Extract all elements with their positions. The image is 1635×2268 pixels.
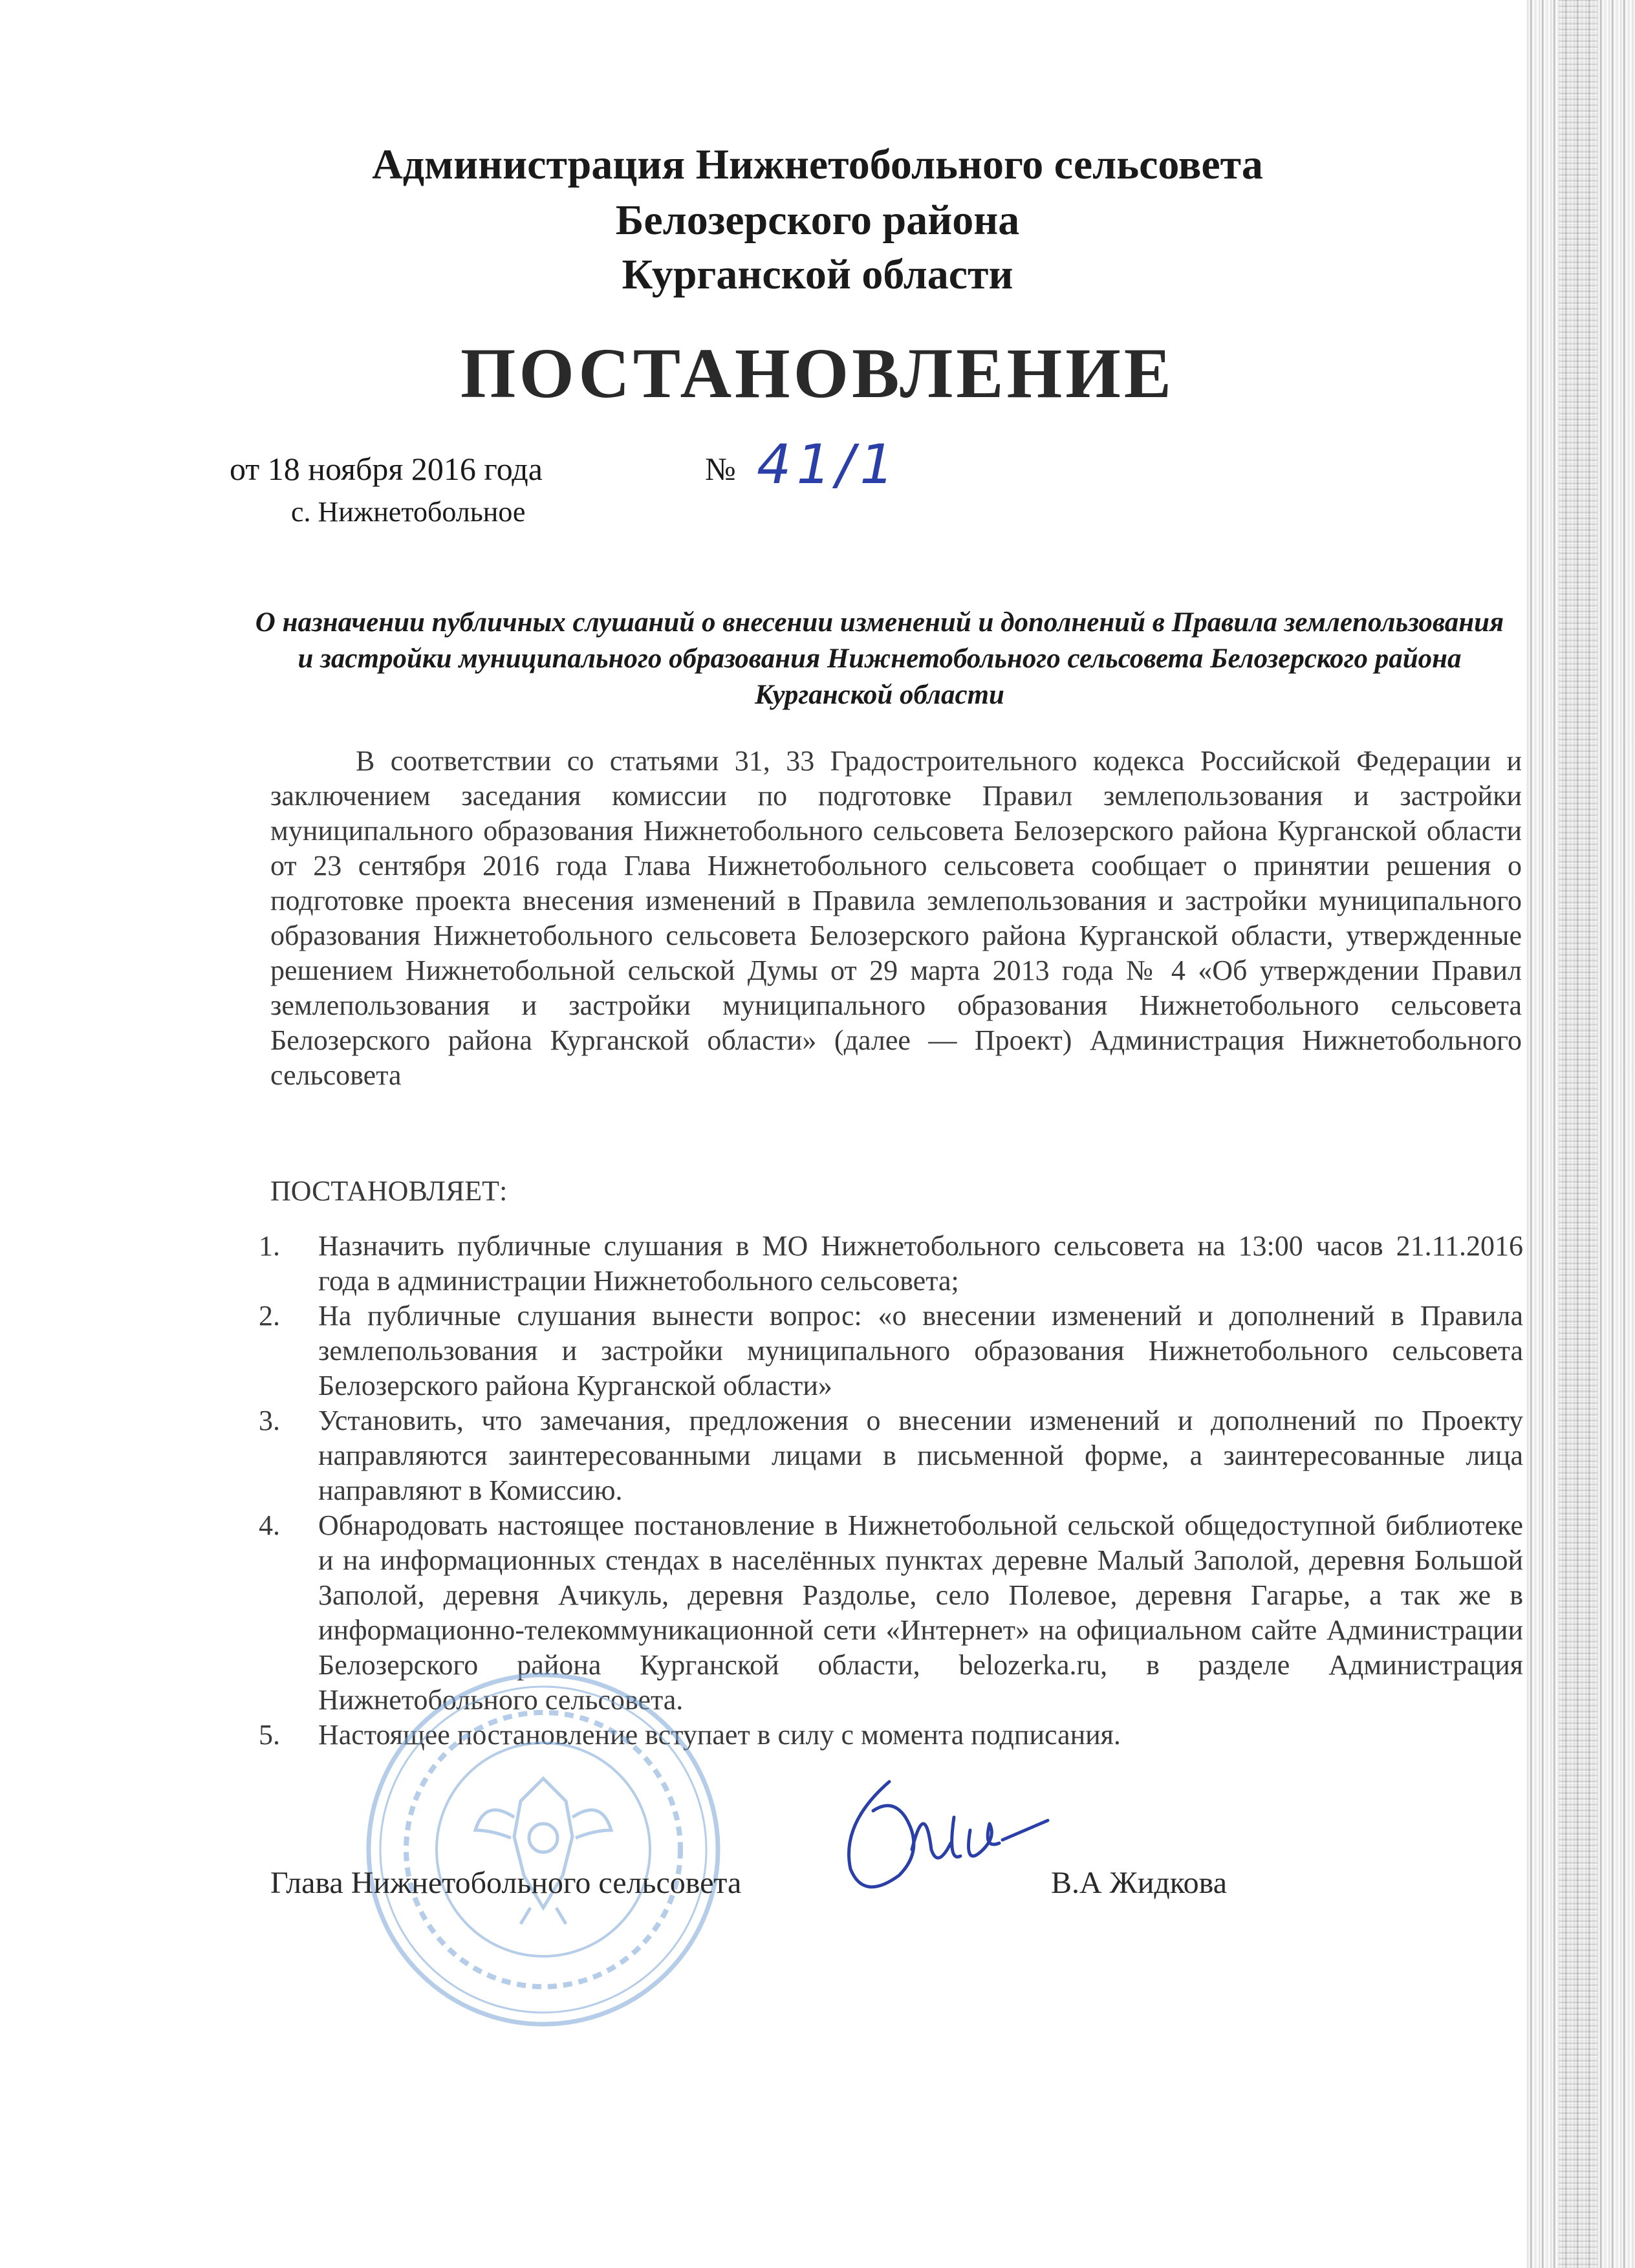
item-number: 3. [259, 1405, 280, 1436]
item-text: На публичные слушания вынести вопрос: «о внесении изменений и дополнений в Правила землепользования и застройки муниципального образования Нижнетобольного сельсовета Белозерского района Курганской области» [318, 1300, 1523, 1401]
list-item [259, 1403, 1523, 1508]
list-item [259, 1299, 1523, 1403]
document-date: от 18 ноября 2016 года [230, 451, 543, 487]
scan-edge-noise [1559, 0, 1597, 2268]
item-text: Установить, что замечания, предложения о внесении изменений и дополнений по Проекту направляются заинтересованными лицами в письменной форме, а заинтересованные лица направляют в Комиссию. [318, 1405, 1523, 1506]
item-text: Обнародовать настоящее постановление в Нижнетобольной сельской общедоступной библиотеке и на информационных стендах в населённых пунктах деревне Малый Заполой, деревня Большой Заполой, деревня Ачикуль, деревня Раздолье, село Полевое, деревня Гагарье, а так же в информационно-телекоммуникационной сети «Интернет» на официальном сайте Администрации Белозерского района Курганской области, belozerka.ru, в разделе Администрация Нижнетобольного сельсовета. [318, 1509, 1523, 1716]
handwritten-number: 41/1 [757, 433, 900, 496]
list-item [259, 1229, 1523, 1299]
handwritten-signature [828, 1772, 1061, 1901]
header-district: Белозерского района [615, 197, 1020, 244]
document-place: с. Нижнетобольное [291, 496, 526, 528]
item-number: 2. [259, 1300, 280, 1332]
item-number: 4. [259, 1509, 280, 1541]
preamble-paragraph: В соответствии со статьями 31, 33 Градостроительного кодекса Российской Федерации и заключением заседания комиссии по подготовке Правил землепользования и застройки муниципального образования Нижнетобольного сельсовета Белозерского района Курганской области от 23 сентября 2016 года Глава Нижнетобольного сельсовета сообщает о принятии решения о подготовке проекта внесения изменений в Правила землепользования и застройки муниципального образования Нижнетобольного сельсовета Белозерского района Курганской области, утвержденные решением Нижнетобольной сельской Думы от 29 марта 2013 года № 4 «Об утверждении Правил землепользования и застройки муниципального образования Нижнетобольного сельсовета Белозерского района Курганской области» (далее — Проект) Администрация Нижнетобольного сельсовета [270, 745, 1522, 1091]
header-administration: Администрация Нижнетобольного сельсовета [372, 141, 1263, 188]
official-seal-stamp [362, 1669, 724, 2031]
signatory-name: В.А Жидкова [1051, 1866, 1228, 1900]
item-number: 1. [259, 1230, 280, 1262]
signatory-title: Глава Нижнетобольного сельсовета [270, 1866, 742, 1900]
item-text: Настоящее постановление вступает в силу с момента подписания. [318, 1719, 1121, 1751]
number-label: № [705, 451, 736, 487]
header-region: Курганской области [622, 251, 1013, 298]
document-subject: О назначении публичных слушаний о внесении изменений и дополнений в Правила землепользования и застройки муниципального образования Нижнетобольного сельсовета Белозерского района Курганской области [255, 607, 1504, 710]
document-title: ПОСТАНОВЛЕНИЕ [460, 334, 1175, 413]
resolves-heading: ПОСТАНОВЛЯЕТ: [270, 1175, 508, 1207]
item-number: 5. [259, 1719, 280, 1751]
item-text: Назначить публичные слушания в МО Нижнетобольного сельсовета на 13:00 часов 21.11.2016 года в администрации Нижнетобольного сельсовета; [318, 1230, 1523, 1297]
